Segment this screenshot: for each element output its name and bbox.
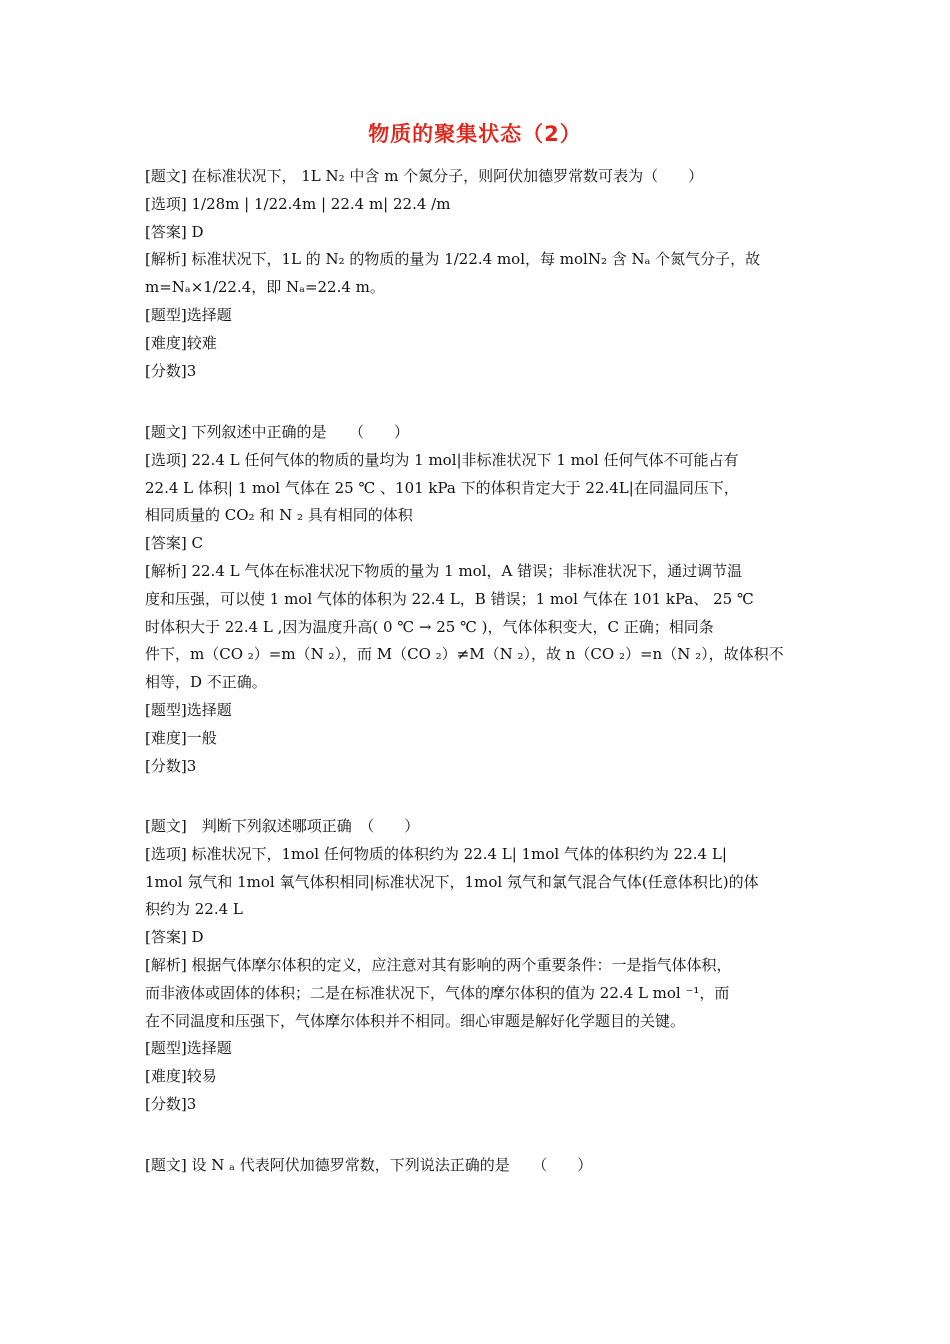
type-line: [题型]选择题: [145, 305, 232, 324]
score-line: [分数]3: [145, 756, 197, 775]
question-block-1: [145, 163, 810, 385]
score-line: [分数]3: [145, 1094, 197, 1113]
analysis-line: m=Nₐ×1/22.4，即 Nₐ=22.4 m。: [145, 278, 385, 297]
question-block-2: [145, 419, 810, 780]
answer-line: [答案] D: [145, 222, 204, 241]
analysis-line: 在不同温度和压强下，气体摩尔体积并不相同。细心审题是解好化学题目的关键。: [145, 1011, 686, 1030]
difficulty-line: [难度]一般: [145, 728, 217, 747]
options-line: 1mol 氖气和 1mol 氧气体积相同|标准状况下，1mol 氖气和氯气混合气体(任意体积比)的体: [145, 872, 759, 891]
question-line: [题文] 判断下列叙述哪项正确 （ ）: [145, 817, 420, 835]
answer-line: [答案] C: [145, 534, 203, 553]
analysis-line: [解析] 22.4 L 气体在标准状况下物质的量为 1 mol，A 错误；非标准状况下，通过调节温: [145, 561, 743, 580]
type-line: [题型]选择题: [145, 1039, 232, 1058]
analysis-line: 度和压强，可以使 1 mol 气体的体积为 22.4 L，B 错误；1 mol 气体在 101 kPa、 25 ℃: [145, 589, 754, 608]
analysis-line: 时体积大于 22.4 L ,因为温度升高( 0 ℃ → 25 ℃ )，气体体积变大，C 正确；相同条: [145, 617, 714, 636]
document-title: 物质的聚集状态（2）: [368, 122, 582, 146]
question-block-3: [145, 813, 810, 1119]
difficulty-line: [难度]较难: [145, 333, 217, 352]
options-line: [选项] 标准状况下，1mol 任何物质的体积约为 22.4 L| 1mol 气体的体积约为 22.4 L|: [145, 844, 727, 863]
difficulty-line: [难度]较易: [145, 1067, 217, 1086]
options-line: [选项] 22.4 L 任何气体的物质的量均为 1 mol|非标准状况下 1 mol 任何气体不可能占有: [145, 450, 739, 469]
options-line: 22.4 L 体积| 1 mol 气体在 25 ℃ 、101 kPa 下的体积肯定大于 22.4L|在同温同压下，: [145, 478, 739, 497]
score-line: [分数]3: [145, 361, 197, 380]
analysis-line: [解析] 标准状况下，1L 的 N₂ 的物质的量为 1/22.4 mol，每 molN₂ 含 Nₐ 个氮气分子，故: [145, 250, 761, 269]
options-line: 积约为 22.4 L: [145, 900, 243, 919]
options-line: [选项] 1/28m | 1/22.4m | 22.4 m| 22.4 /m: [145, 194, 451, 213]
options-line: 相同质量的 CO₂ 和 N ₂ 具有相同的体积: [145, 506, 413, 525]
question-line: [题文] 在标准状况下， 1L N₂ 中含 m 个氮分子，则阿伏加德罗常数可表为（ ）: [145, 167, 704, 185]
answer-line: [答案] D: [145, 928, 204, 947]
question-block-4: [145, 1152, 810, 1180]
analysis-line: [解析] 根据气体摩尔体积的定义，应注意对其有影响的两个重要条件：一是指气体体积，: [145, 955, 732, 974]
analysis-line: 件下，m（CO ₂）=m（N ₂），而 M（CO ₂）≠M（N ₂），故 n（CO ₂）=n（N ₂），故体积不: [145, 645, 784, 664]
analysis-line: 相等，D 不正确。: [145, 673, 267, 692]
type-line: [题型]选择题: [145, 700, 232, 719]
analysis-line: 而非液体或固体的体积；二是在标准状况下，气体的摩尔体积的值为 22.4 L mol ⁻¹，而: [145, 983, 730, 1002]
question-line: [题文] 设 N ₐ 代表阿伏加德罗常数，下列说法正确的是 （ ）: [145, 1156, 593, 1174]
question-line: [题文] 下列叙述中正确的是 （ ）: [145, 423, 409, 441]
